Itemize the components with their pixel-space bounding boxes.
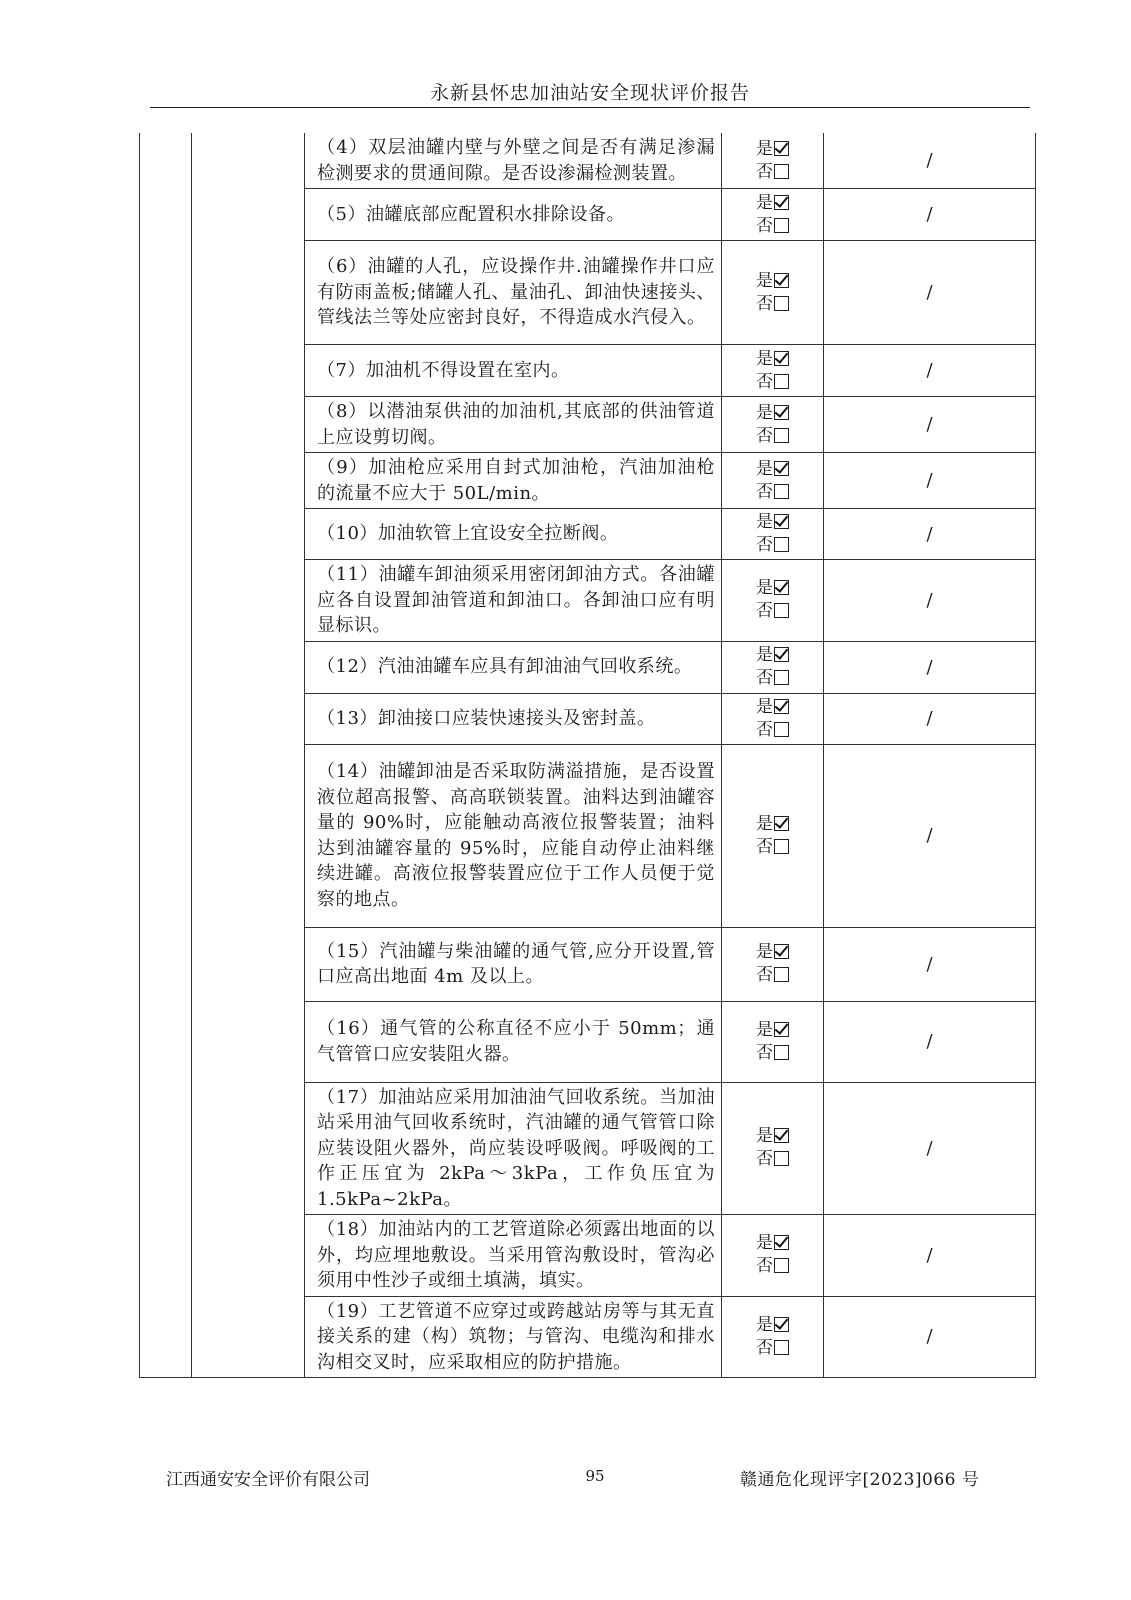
requirement-cell (305, 453, 722, 509)
remark-cell: / (824, 397, 1036, 453)
yes-option-label: 是 (756, 402, 773, 423)
no-option (722, 534, 823, 557)
requirement-cell (305, 133, 722, 189)
empty-checkbox-icon (774, 374, 789, 389)
no-option (722, 1337, 823, 1360)
no-option (722, 425, 823, 448)
checked-checkbox-icon (774, 351, 789, 366)
empty-checkbox-icon (774, 1045, 789, 1060)
yes-option-label: 是 (756, 1019, 773, 1040)
requirement-text: （19）工艺管道不应穿过或跨越站房等与其无直接关系的建（构）筑物；与管沟、电缆沟和排水沟相交叉时，应采取相应的防护措施。 (317, 1300, 715, 1373)
no-option-label: 否 (756, 481, 773, 502)
requirement-cell (305, 189, 722, 241)
yes-option (722, 511, 823, 534)
no-option (722, 964, 823, 987)
no-option-label: 否 (756, 1337, 773, 1358)
footer-company: 江西通安安全评价有限公司 (166, 1470, 370, 1490)
no-option (722, 1148, 823, 1171)
requirement-cell (305, 1296, 722, 1378)
requirement-text: （6）油罐的人孔，应设操作井.油罐操作井口应有防雨盖板;储罐人孔、量油孔、卸油快速接头、管线法兰等处应密封良好，不得造成水汽侵入。 (317, 256, 715, 329)
checked-checkbox-icon (774, 944, 789, 959)
no-option-label: 否 (756, 161, 773, 182)
checked-checkbox-icon (774, 141, 789, 156)
requirement-text: （5）油罐底部应配置积水排除设备。 (317, 203, 625, 225)
empty-checkbox-icon (774, 218, 789, 233)
page-header-title: 永新县怀忠加油站安全现状评价报告 (429, 82, 750, 104)
yes-option-label: 是 (756, 458, 773, 479)
no-option-label: 否 (756, 836, 773, 857)
checked-checkbox-icon (774, 514, 789, 529)
yes-option (722, 1019, 823, 1042)
header-divider (150, 107, 1030, 108)
yes-option (722, 138, 823, 161)
no-option (722, 293, 823, 316)
empty-checkbox-icon (774, 967, 789, 982)
yes-option-label: 是 (756, 645, 773, 665)
yes-option (722, 1232, 823, 1255)
no-option-label: 否 (756, 719, 773, 740)
yes-option-label: 是 (756, 138, 773, 159)
checked-checkbox-icon (774, 195, 789, 210)
empty-checkbox-icon (774, 484, 789, 499)
result-cell (722, 453, 824, 509)
no-option (722, 667, 823, 690)
requirement-text: （15）汽油罐与柴油罐的通气管,应分开设置,管口应高出地面 4m 及以上。 (317, 940, 715, 987)
no-option (722, 600, 823, 623)
no-option-label: 否 (756, 965, 773, 985)
yes-option-label: 是 (756, 942, 773, 962)
no-option-label: 否 (756, 371, 773, 392)
no-option (722, 836, 823, 859)
requirement-cell (305, 560, 722, 642)
requirement-text: （8）以潜油泵供油的加油机,其底部的供油管道上应设剪切阀。 (317, 401, 715, 448)
checked-checkbox-icon (774, 461, 789, 476)
checked-checkbox-icon (774, 699, 789, 714)
yes-option (722, 270, 823, 293)
requirement-text: （14）油罐卸油是否采取防满溢措施，是否设置液位超高报警、高高联锁装置。油料达到油罐容量的 90%时，应能触动高液位报警装置；油料达到油罐容量的 95%时，应能自动停止油料继续进罐。高液位报警装置应位于工作人员便于觉察的地点。 (317, 761, 715, 910)
requirement-text: （16）通气管的公称直径不应小于 50mm；通气管管口应安装阻火器。 (317, 1018, 715, 1065)
checked-checkbox-icon (774, 273, 789, 288)
requirement-cell (305, 1215, 722, 1297)
yes-option (722, 1125, 823, 1148)
no-option (722, 1042, 823, 1065)
yes-option (722, 402, 823, 425)
result-cell (722, 345, 824, 397)
no-option-label: 否 (756, 293, 773, 314)
requirement-text: （7）加油机不得设置在室内。 (317, 359, 570, 381)
result-cell (722, 560, 824, 642)
category-cell (140, 133, 192, 1378)
no-option-label: 否 (756, 668, 773, 688)
checklist-row (140, 133, 1036, 189)
empty-checkbox-icon (774, 722, 789, 737)
checklist-table (139, 133, 1036, 1378)
requirement-cell (305, 1082, 722, 1215)
yes-option-label: 是 (756, 270, 773, 291)
yes-option (722, 941, 823, 964)
no-option-label: 否 (756, 1149, 773, 1170)
remark-cell: / (824, 133, 1036, 189)
result-cell (722, 241, 824, 345)
result-cell (722, 509, 824, 560)
yes-option-label: 是 (756, 1233, 773, 1254)
document-number: 赣通危化现评字[2023]066 号 (740, 1470, 980, 1490)
result-cell (722, 133, 824, 189)
subcategory-cell (192, 133, 305, 1378)
requirement-text: （18）加油站内的工艺管道除必须露出地面的以外，均应埋地敷设。当采用管沟敷设时，管沟必须用中性沙子或细土填满，填实。 (317, 1219, 715, 1291)
requirement-text: （4）双层油罐内壁与外壁之间是否有满足渗漏检测要求的贯通间隙。是否设渗漏检测装置。 (317, 137, 715, 184)
remark-cell: / (824, 641, 1036, 693)
no-option (722, 161, 823, 184)
remark-cell: / (824, 1082, 1036, 1215)
empty-checkbox-icon (774, 1151, 789, 1166)
requirement-cell (305, 509, 722, 560)
no-option-label: 否 (756, 1256, 773, 1277)
requirement-cell (305, 1001, 722, 1082)
remark-cell: / (824, 509, 1036, 560)
yes-option (722, 1314, 823, 1337)
no-option (722, 215, 823, 238)
empty-checkbox-icon (774, 839, 789, 854)
yes-option (722, 458, 823, 481)
remark-cell: / (824, 345, 1036, 397)
remark-cell: / (824, 453, 1036, 509)
result-cell (722, 641, 824, 693)
requirement-cell (305, 241, 722, 345)
remark-cell: / (824, 1215, 1036, 1297)
no-option-label: 否 (756, 535, 773, 555)
yes-option-label: 是 (756, 696, 773, 717)
requirement-text: （9）加油枪应采用自封式加油枪，汽油加油枪的流量不应大于 50L/min。 (317, 457, 715, 504)
requirement-text: （13）卸油接口应装快速接头及密封盖。 (317, 707, 656, 729)
yes-option (722, 192, 823, 215)
no-option (722, 719, 823, 742)
requirement-text: （12）汽油油罐车应具有卸油油气回收系统。 (317, 656, 693, 678)
requirement-cell (305, 744, 722, 927)
checked-checkbox-icon (774, 1317, 789, 1332)
checklist-body (140, 133, 1036, 1378)
checked-checkbox-icon (774, 1128, 789, 1143)
yes-option (722, 813, 823, 836)
result-cell (722, 744, 824, 927)
requirement-cell (305, 693, 722, 744)
empty-checkbox-icon (774, 164, 789, 179)
checked-checkbox-icon (774, 816, 789, 831)
result-cell (722, 1001, 824, 1082)
result-cell (722, 397, 824, 453)
empty-checkbox-icon (774, 1258, 789, 1273)
remark-cell: / (824, 693, 1036, 744)
remark-cell: / (824, 1001, 1036, 1082)
no-option-label: 否 (756, 215, 773, 236)
requirement-cell (305, 641, 722, 693)
remark-cell: / (824, 560, 1036, 642)
no-option (722, 371, 823, 394)
yes-option-label: 是 (756, 348, 773, 369)
requirement-cell (305, 345, 722, 397)
requirement-cell (305, 927, 722, 1001)
checked-checkbox-icon (774, 647, 789, 662)
no-option (722, 1255, 823, 1278)
remark-cell: / (824, 1296, 1036, 1378)
result-cell (722, 1296, 824, 1378)
requirement-cell (305, 397, 722, 453)
empty-checkbox-icon (774, 537, 789, 552)
result-cell (722, 189, 824, 241)
remark-cell: / (824, 189, 1036, 241)
yes-option (722, 696, 823, 719)
yes-option (722, 644, 823, 667)
remark-cell: / (824, 927, 1036, 1001)
no-option (722, 481, 823, 504)
checked-checkbox-icon (774, 405, 789, 420)
requirement-text: （10）加油软管上宜设安全拉断阀。 (317, 523, 619, 545)
requirement-text: （17）加油站应采用加油油气回收系统。当加油站采用油气回收系统时，汽油罐的通气管管口除应装设阻火器外，尚应装设呼吸阀。呼吸阀的工作正压宜为 2kPa～3kPa，工作负压宜为 1.5kPa~2kPa。 (317, 1086, 715, 1210)
result-cell (722, 693, 824, 744)
result-cell (722, 1215, 824, 1297)
page-number: 95 (585, 1467, 605, 1485)
empty-checkbox-icon (774, 296, 789, 311)
yes-option (722, 577, 823, 600)
no-option-label: 否 (756, 425, 773, 446)
remark-cell: / (824, 241, 1036, 345)
yes-option-label: 是 (756, 578, 773, 599)
result-cell (722, 1082, 824, 1215)
result-cell (722, 927, 824, 1001)
no-option-label: 否 (756, 601, 773, 622)
yes-option-label: 是 (756, 813, 773, 834)
yes-option-label: 是 (756, 1314, 773, 1335)
empty-checkbox-icon (774, 670, 789, 685)
remark-cell: / (824, 744, 1036, 927)
no-option-label: 否 (756, 1042, 773, 1063)
requirement-text: （11）油罐车卸油须采用密闭卸油方式。各油罐应各自设置卸油管道和卸油口。各卸油口应有明显标识。 (317, 564, 715, 636)
checked-checkbox-icon (774, 580, 789, 595)
yes-option (722, 348, 823, 371)
empty-checkbox-icon (774, 603, 789, 618)
yes-option-label: 是 (756, 192, 773, 213)
checked-checkbox-icon (774, 1022, 789, 1037)
empty-checkbox-icon (774, 428, 789, 443)
empty-checkbox-icon (774, 1340, 789, 1355)
checked-checkbox-icon (774, 1235, 789, 1250)
yes-option-label: 是 (756, 1126, 773, 1147)
yes-option-label: 是 (756, 512, 773, 532)
